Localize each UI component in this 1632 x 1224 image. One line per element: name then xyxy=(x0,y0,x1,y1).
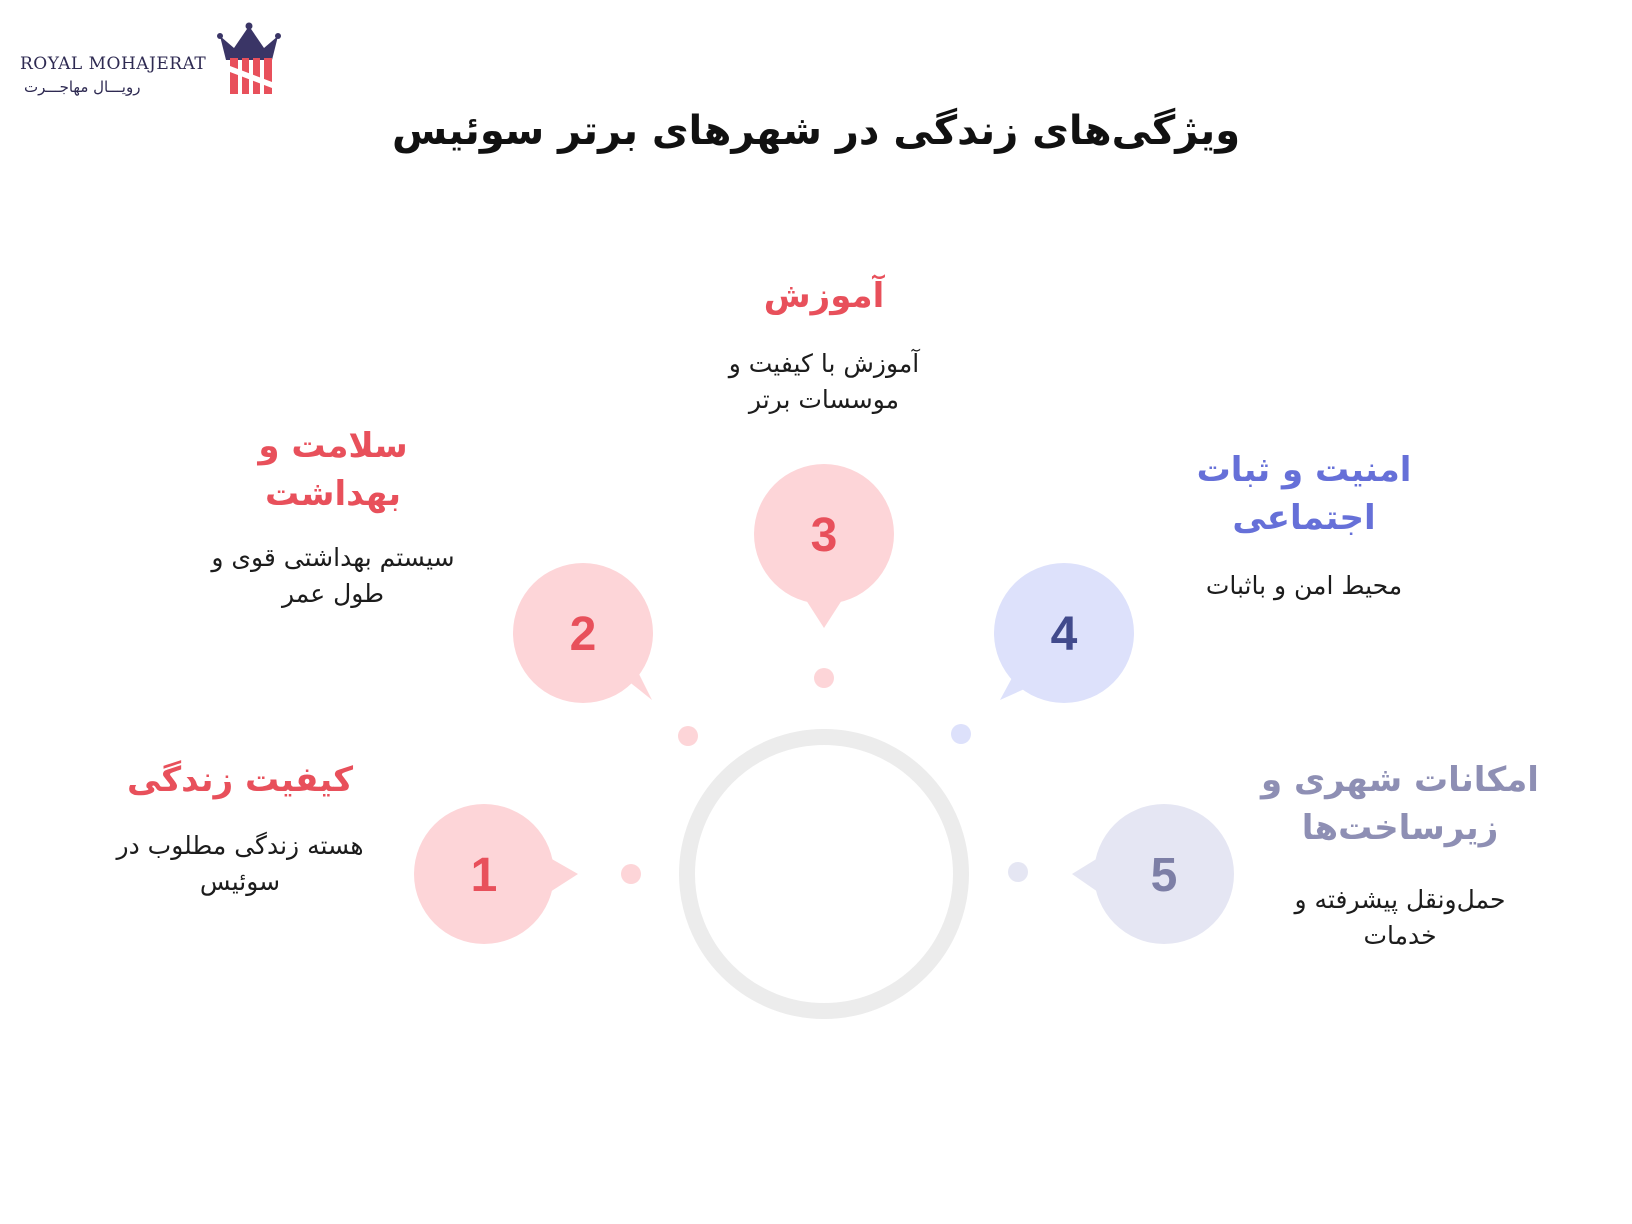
logo-name-en: ROYAL MOHAJERAT xyxy=(20,54,207,74)
step-bubble-5 xyxy=(1072,804,1234,944)
heading-line: بهداشت xyxy=(265,474,401,514)
description-line: خدمات xyxy=(1363,921,1437,950)
step-number-1: 1 xyxy=(470,849,498,902)
description-line: محیط امن و باثبات xyxy=(1205,571,1403,600)
connector-dot-4 xyxy=(951,724,971,744)
description-line: موسسات برتر xyxy=(748,385,900,414)
description-line: هسته زندگی مطلوب در xyxy=(116,831,364,860)
description-line: سیستم بهداشتی قوی و xyxy=(211,543,455,572)
page-title: ویژگی‌های زندگی در شهرهای برتر سوئیس xyxy=(391,108,1241,154)
description-line: آموزش با کیفیت و xyxy=(728,349,920,378)
bubble-tail-1 xyxy=(550,858,578,892)
connector-dot-2 xyxy=(678,726,698,746)
connector-dot-1 xyxy=(621,864,641,884)
heading-line: سلامت و xyxy=(258,426,408,466)
step-bubble-4 xyxy=(994,563,1134,703)
step-bubble-1 xyxy=(414,804,578,944)
step-number-3: 3 xyxy=(810,509,838,562)
step-bubble-3 xyxy=(754,464,894,628)
description-line: حمل‌ونقل پیشرفته و xyxy=(1294,885,1506,914)
step-description-3 xyxy=(654,346,994,418)
step-description-2 xyxy=(163,540,503,612)
step-description-4 xyxy=(1124,568,1484,604)
step-number-4: 4 xyxy=(1050,608,1078,661)
step-heading-3 xyxy=(654,272,994,320)
step-number-5: 5 xyxy=(1150,849,1178,902)
heading-line: امکانات شهری و xyxy=(1261,760,1539,800)
heading-line: کیفیت زندگی xyxy=(127,760,353,800)
step-heading-5 xyxy=(1220,756,1580,852)
description-line: سوئیس xyxy=(199,867,281,896)
step-description-1 xyxy=(70,828,410,900)
heading-line: زیرساخت‌ها xyxy=(1301,808,1499,848)
step-heading-4 xyxy=(1124,446,1484,542)
connector-dot-3 xyxy=(814,668,834,688)
center-ring xyxy=(687,737,961,1011)
heading-line: آموزش xyxy=(763,276,885,316)
heading-line: اجتماعی xyxy=(1232,498,1376,538)
description-line: طول عمر xyxy=(281,579,385,608)
step-heading-1 xyxy=(70,756,410,804)
heading-line: امنیت و ثبات xyxy=(1196,450,1412,490)
bubble-tail-3 xyxy=(806,600,842,628)
logo-name-fa: رویـــال مهاجـــرت xyxy=(24,78,141,96)
step-bubble-2 xyxy=(513,563,653,703)
step-description-5 xyxy=(1220,882,1580,954)
step-number-2: 2 xyxy=(569,608,597,661)
connector-dot-5 xyxy=(1008,862,1028,882)
step-heading-2 xyxy=(163,422,503,518)
